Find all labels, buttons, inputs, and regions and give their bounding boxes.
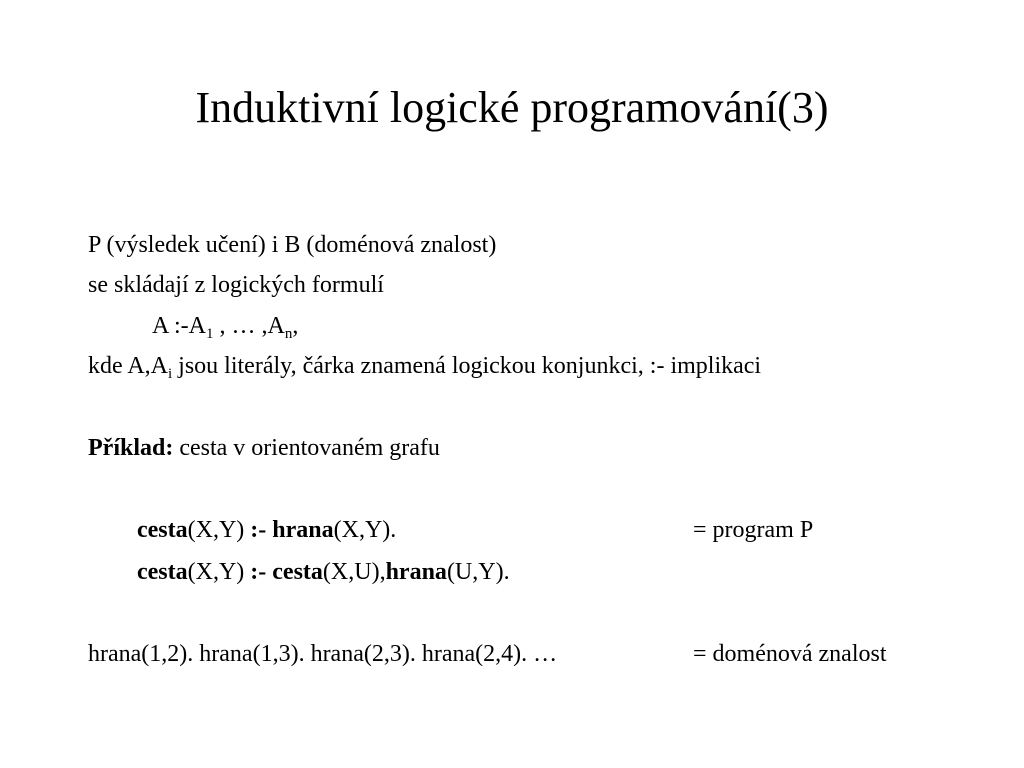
rule-line-2 [137,557,510,587]
example-label: Příklad: [88,435,174,461]
formula-line [152,311,298,341]
formula-part: , [292,313,299,339]
text-line-literals [88,351,761,381]
example-line [88,433,440,463]
facts-line: hrana(1,2). hrana(1,3). hrana(2,3). hrana(2,4). … [88,641,558,667]
formula-part: A :-A [152,313,206,339]
rule-operator: :- [244,559,273,585]
rule-operator: :- [244,517,273,543]
text-line-learning-result: P (výsledek učení) i B (doménová znalost) [88,232,497,258]
rule-predicate: hrana [385,559,447,585]
text-part: kde A,A [88,353,168,379]
rule-predicate: hrana [272,517,334,543]
rule-args: (X,Y). [333,517,397,543]
rule-args: (X,U), [322,559,386,585]
rule-predicate: cesta [272,559,323,585]
domain-knowledge-note: = doménová znalost [693,641,887,667]
rule-predicate: cesta [137,559,188,585]
formula-part: , … ,A [213,313,285,339]
formula-subscript: n [284,326,293,342]
slide-title: Induktivní logické programování(3) [195,83,829,132]
text-line-formulas: se skládají z logických formulí [88,272,384,298]
rule-line-1 [137,515,396,545]
program-note: = program P [693,517,814,543]
rule-args: (U,Y). [446,559,510,585]
rule-predicate: cesta [137,517,188,543]
example-text: cesta v orientovaném grafu [173,435,440,461]
rule-args: (X,Y) [187,559,245,585]
rule-args: (X,Y) [187,517,245,543]
text-part: jsou literály, čárka znamená logickou konjunkci, :- implikaci [172,353,762,379]
formula-subscript: 1 [206,326,214,342]
text-subscript: i [168,366,173,382]
